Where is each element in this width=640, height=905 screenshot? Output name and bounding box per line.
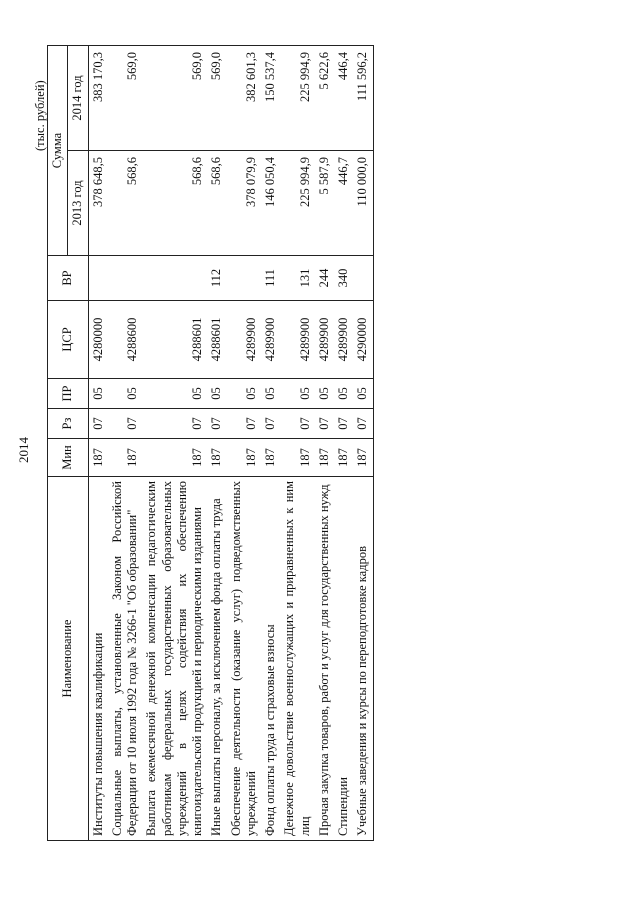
row-amount-2014: 382 601,3 [227, 46, 262, 151]
row-vr [88, 256, 108, 301]
row-pr: 05 [353, 379, 373, 409]
row-min: 187 [142, 439, 207, 477]
row-csr: 4289900 [261, 301, 280, 379]
row-min: 187 [88, 439, 108, 477]
row-vr: 131 [280, 256, 315, 301]
row-amount-2014: 383 170,3 [88, 46, 108, 151]
row-min: 187 [334, 439, 353, 477]
row-csr: 4289900 [227, 301, 262, 379]
row-csr: 4289900 [315, 301, 334, 379]
row-vr: 111 [261, 256, 280, 301]
row-pr: 05 [108, 379, 143, 409]
row-amount-2013: 568,6 [142, 151, 207, 256]
row-csr: 4288601 [142, 301, 207, 379]
row-csr: 4289900 [280, 301, 315, 379]
row-vr [108, 256, 143, 301]
header-sum: Сумма [48, 46, 68, 256]
row-name: Институты повышения квалификации [88, 477, 108, 841]
row-name: Денежное довольствие военнослужащих и приравненных к ним лиц [280, 477, 315, 841]
row-amount-2013: 568,6 [207, 151, 226, 256]
row-rz: 07 [280, 409, 315, 439]
row-rz: 07 [353, 409, 373, 439]
row-min: 187 [315, 439, 334, 477]
row-amount-2013: 378 648,5 [88, 151, 108, 256]
table-row [142, 46, 207, 841]
row-name: Прочая закупка товаров, работ и услуг для государственных нужд [315, 477, 334, 841]
row-pr: 05 [88, 379, 108, 409]
row-amount-2013: 146 050,4 [261, 151, 280, 256]
row-amount-2013: 225 994,9 [280, 151, 315, 256]
row-pr: 05 [261, 379, 280, 409]
row-amount-2014: 225 994,9 [280, 46, 315, 151]
row-vr: 244 [315, 256, 334, 301]
row-name: Обеспечение деятельности (оказание услуг) подведомственных учреждений [227, 477, 262, 841]
row-min: 187 [280, 439, 315, 477]
row-min: 187 [108, 439, 143, 477]
row-rz: 07 [207, 409, 226, 439]
table-row [108, 46, 143, 841]
row-vr [353, 256, 373, 301]
row-rz: 07 [261, 409, 280, 439]
row-rz: 07 [334, 409, 353, 439]
header-rz: Рз [48, 409, 89, 439]
row-csr: 4288601 [207, 301, 226, 379]
row-amount-2013: 446,7 [334, 151, 353, 256]
row-rz: 07 [108, 409, 143, 439]
row-rz: 07 [227, 409, 262, 439]
header-name: Наименование [48, 477, 89, 841]
table-row [227, 46, 262, 841]
row-pr: 05 [315, 379, 334, 409]
row-name: Учебные заведения и курсы по переподготовке кадров [353, 477, 373, 841]
row-amount-2013: 378 079,9 [227, 151, 262, 256]
table-row [353, 46, 373, 841]
row-min: 187 [227, 439, 262, 477]
row-amount-2014: 150 537,4 [261, 46, 280, 151]
row-csr: 4290000 [353, 301, 373, 379]
row-min: 187 [261, 439, 280, 477]
row-vr: 112 [207, 256, 226, 301]
table-row [261, 46, 280, 841]
table-body [88, 46, 373, 841]
row-amount-2014: 111 596,2 [353, 46, 373, 151]
page-number: 2014 [16, 437, 31, 463]
row-name: Стипендии [334, 477, 353, 841]
table-row [280, 46, 315, 841]
row-amount-2014: 446,4 [334, 46, 353, 151]
row-amount-2013: 110 000,0 [353, 151, 373, 256]
row-name: Иные выплаты персоналу, за исключением фонда оплаты труда [207, 477, 226, 841]
row-amount-2014: 569,0 [207, 46, 226, 151]
row-csr: 4280000 [88, 301, 108, 379]
row-pr: 05 [280, 379, 315, 409]
table-header [48, 46, 89, 841]
row-amount-2014: 569,0 [108, 46, 143, 151]
row-min: 187 [207, 439, 226, 477]
row-amount-2014: 5 622,6 [315, 46, 334, 151]
row-amount-2013: 568,6 [108, 151, 143, 256]
row-name: Социальные выплаты, установленные Законом Российской Федерации от 10 июля 1992 года № 3266-1 "Об образовании" [108, 477, 143, 841]
row-vr: 340 [334, 256, 353, 301]
header-vr: ВР [48, 256, 89, 301]
row-min: 187 [353, 439, 373, 477]
row-name: Выплата ежемесячной денежной компенсации педагогическим работникам федеральных государственных образовательных учреждений в целях содействия их обеспечению книгоиздательской продукцией и периодическими изданиями [142, 477, 207, 841]
row-csr: 4289900 [334, 301, 353, 379]
budget-table [47, 45, 374, 841]
row-amount-2014: 569,0 [142, 46, 207, 151]
table-row [88, 46, 108, 841]
header-pr: ПР [48, 379, 89, 409]
row-pr: 05 [142, 379, 207, 409]
header-2014: 2014 год [68, 46, 88, 151]
row-csr: 4288600 [108, 301, 143, 379]
row-pr: 05 [227, 379, 262, 409]
row-pr: 05 [334, 379, 353, 409]
row-rz: 07 [88, 409, 108, 439]
row-vr [142, 256, 207, 301]
row-amount-2013: 5 587,9 [315, 151, 334, 256]
row-vr [227, 256, 262, 301]
table-row [315, 46, 334, 841]
row-name: Фонд оплаты труда и страховые взносы [261, 477, 280, 841]
row-rz: 07 [142, 409, 207, 439]
header-min: Мин [48, 439, 89, 477]
row-rz: 07 [315, 409, 334, 439]
row-pr: 05 [207, 379, 226, 409]
header-csr: ЦСР [48, 301, 89, 379]
table-row [334, 46, 353, 841]
units-label: (тыс. рублей) [33, 80, 47, 151]
table-row [207, 46, 226, 841]
header-2013: 2013 год [68, 151, 88, 256]
